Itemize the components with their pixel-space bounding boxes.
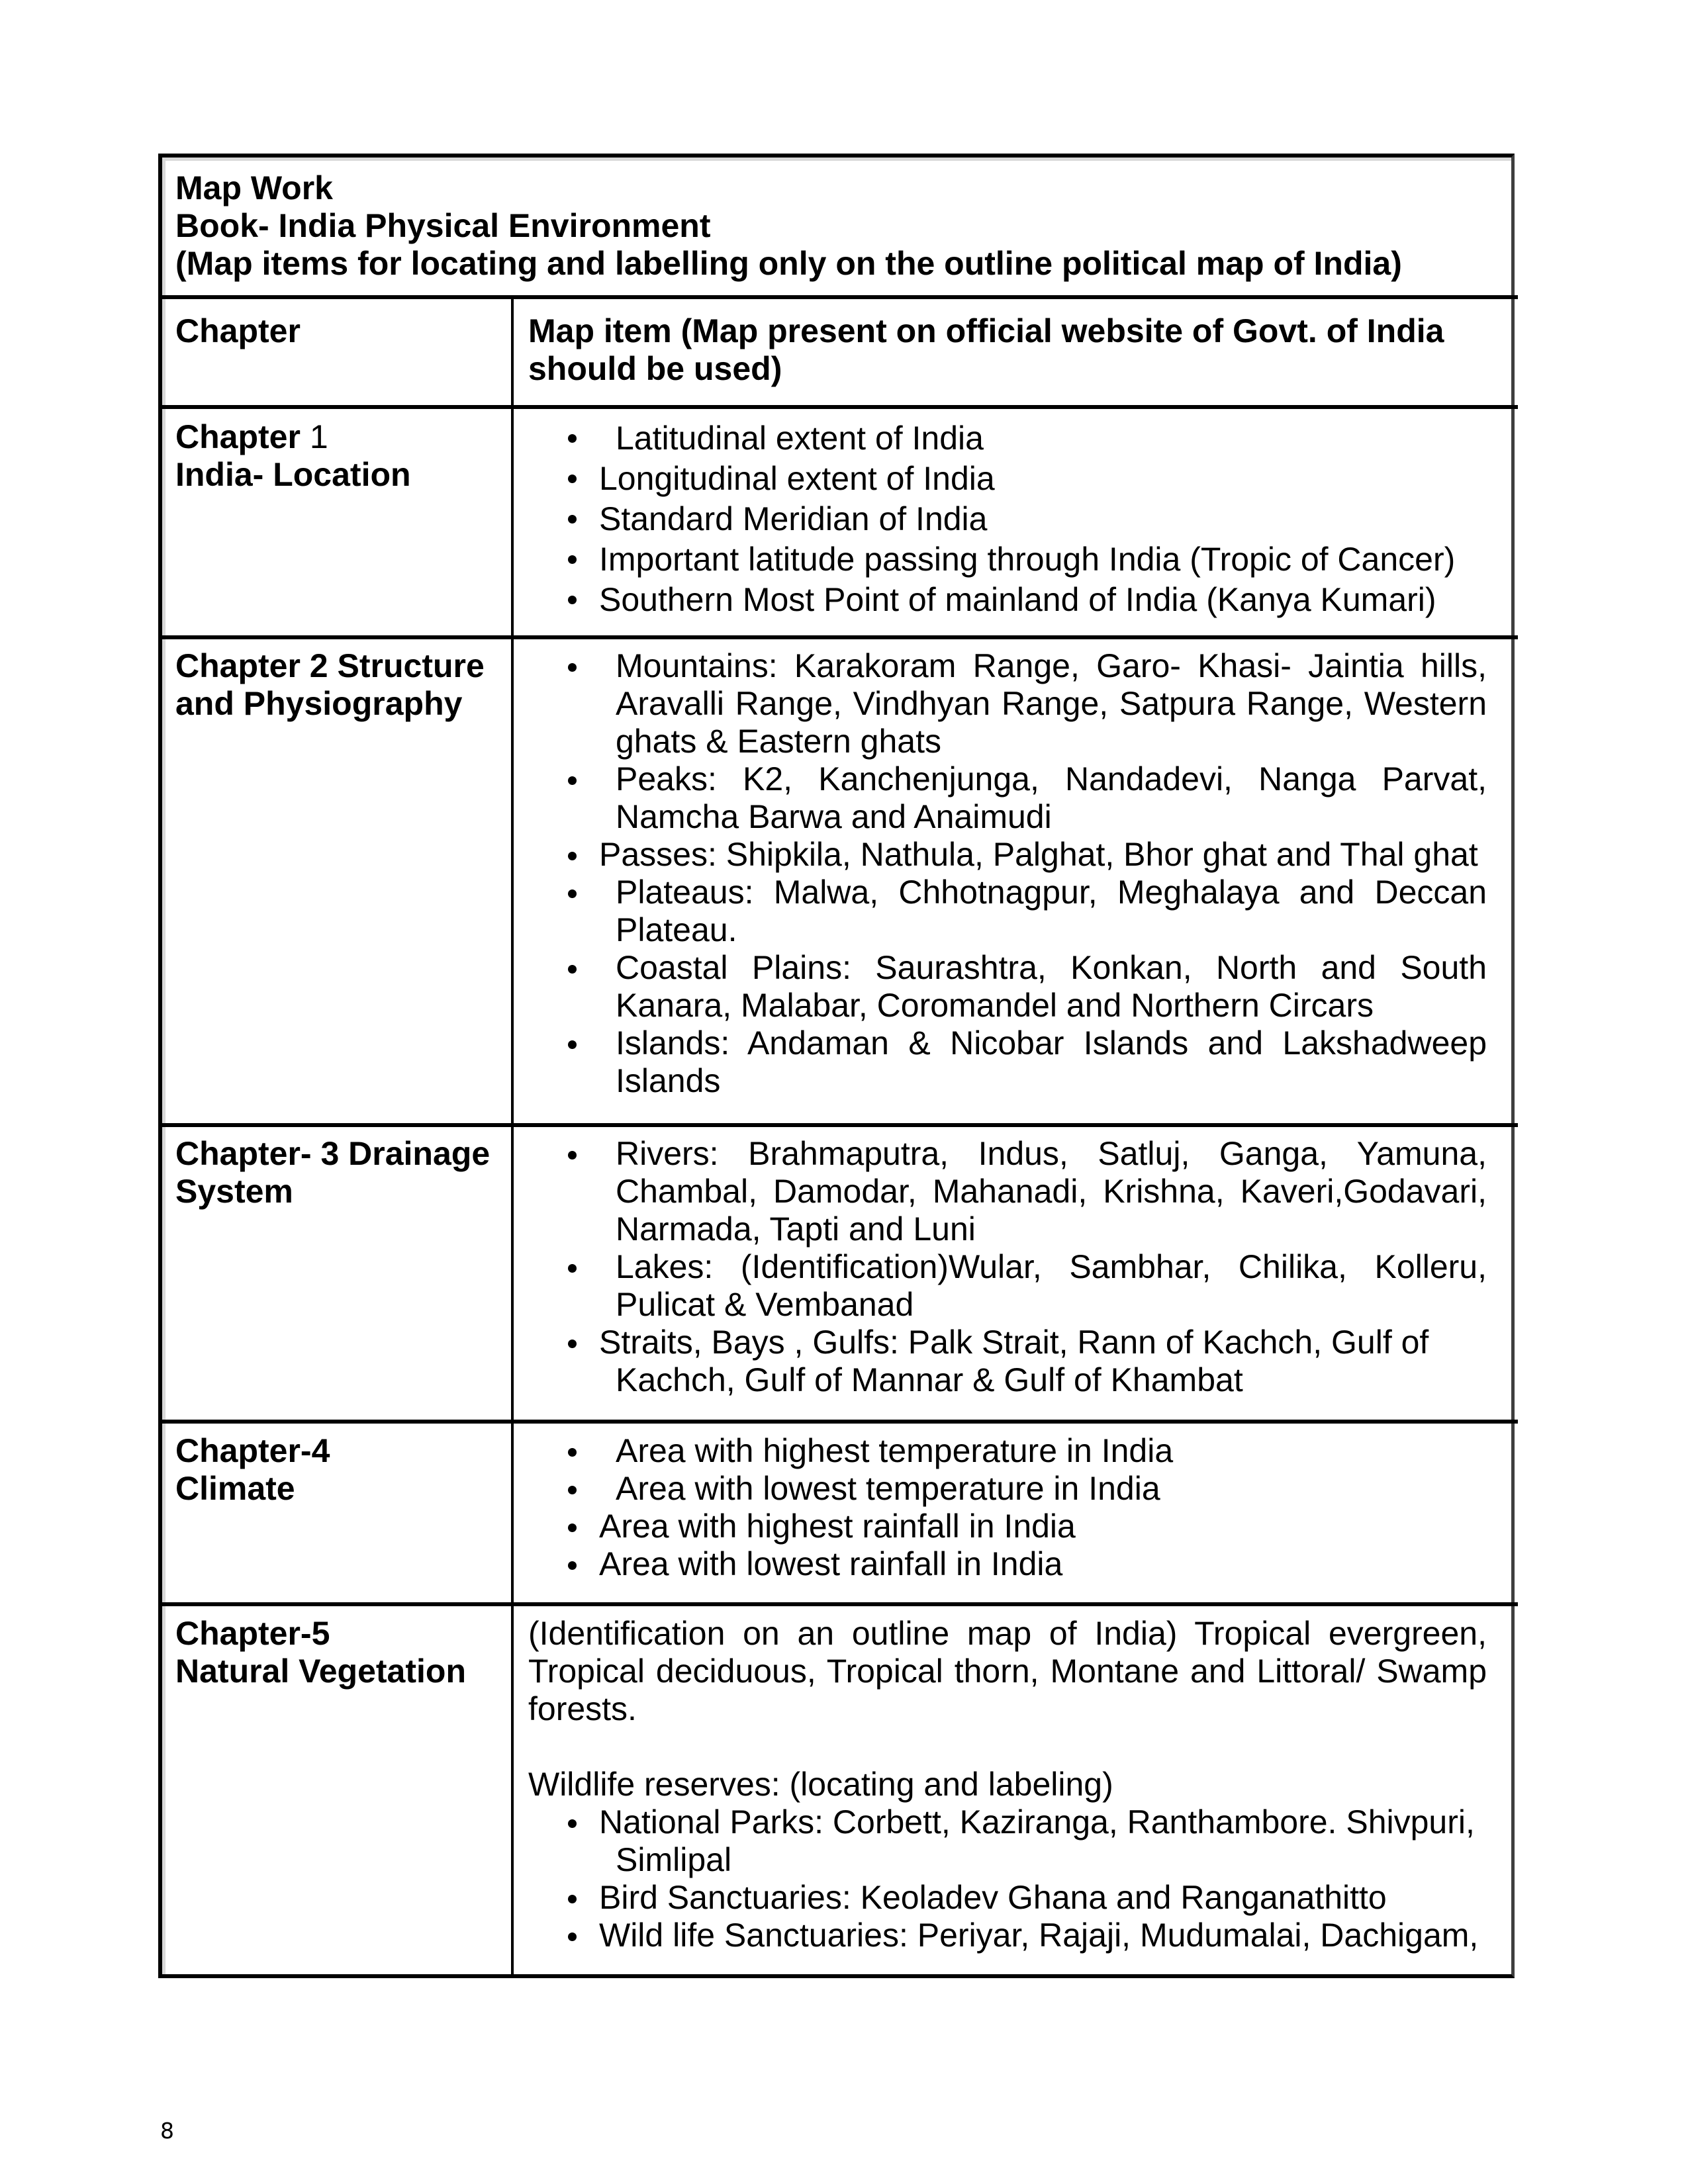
bullet-icon [568, 965, 577, 974]
chapter-5-label [175, 1615, 500, 1690]
divider-header [160, 295, 1518, 299]
bullet-icon [568, 1819, 577, 1828]
bullet-icon [568, 852, 577, 860]
chapter-1-title: India- Location [175, 456, 411, 493]
bullet-icon [568, 596, 577, 604]
title-map-work: Map Work [175, 169, 333, 206]
bullet-icon [568, 434, 577, 443]
list-item: Area with highest temperature in India [516, 1432, 1487, 1470]
bullet-icon [568, 1561, 577, 1570]
list-item: Mountains: Karakoram Range, Garo- Khasi- Jaintia hills, Aravalli Range, Vindhyan Range, Satpura Range, Western ghats & Eastern ghats [516, 647, 1487, 760]
title-instructions: (Map items for locating and labelling only on the outline political map of India) [175, 245, 1402, 282]
chapter-3-items [516, 1135, 1487, 1399]
chapter-1-number: 1 [300, 418, 328, 455]
divider-columns [160, 405, 1518, 409]
list-item: Bird Sanctuaries: Keoladev Ghana and Ranganathitto [516, 1879, 1496, 1917]
list-item: Islands: Andaman & Nicobar Islands and Lakshadweep Islands [516, 1024, 1487, 1100]
page-number: 8 [160, 2118, 174, 2144]
bullet-icon [568, 663, 577, 672]
list-item: Passes: Shipkila, Nathula, Palghat, Bhor ghat and Thal ghat [516, 836, 1487, 874]
column-divider [511, 297, 514, 1976]
list-item: Standard Meridian of India [516, 499, 1496, 539]
list-item: Important latitude passing through India (Tropic of Cancer) [516, 539, 1496, 580]
list-item: Plateaus: Malwa, Chhotnagpur, Meghalaya and Deccan Plateau. [516, 874, 1487, 949]
chapter-4-label [175, 1432, 500, 1508]
bullet-icon [568, 889, 577, 898]
divider-row-2 [160, 1123, 1518, 1127]
chapter-1-items [516, 418, 1496, 620]
divider-row-1 [160, 635, 1518, 639]
chapter-1-prefix: Chapter [175, 418, 301, 455]
list-item: Lakes: (Identification)Wular, Sambhar, Chilika, Kolleru, Pulicat & Vembanad [516, 1248, 1487, 1324]
divider-row-4 [160, 1602, 1518, 1606]
chapter-3-label: Chapter- 3 Drainage System [175, 1135, 491, 1210]
title-book: Book- India Physical Environment [175, 207, 711, 244]
bullet-icon [568, 776, 577, 785]
chapter-2-items [516, 647, 1487, 1100]
table-title [175, 169, 1499, 283]
bullet-icon [568, 1933, 577, 1941]
bullet-icon [568, 1151, 577, 1160]
list-item: Area with lowest rainfall in India [516, 1545, 1487, 1583]
chapter-2-label: Chapter 2 Structure and Physiography [175, 647, 485, 722]
list-item: Rivers: Brahmaputra, Indus, Satluj, Ganga, Yamuna, Chambal, Damodar, Mahanadi, Krishna, Kaveri,Godavari, Narmada, Tapti and Luni [516, 1135, 1487, 1248]
list-item: Peaks: K2, Kanchenjunga, Nandadevi, Nanga Parvat, Namcha Barwa and Anaimudi [516, 760, 1487, 836]
chapter-4-number: Chapter-4 [175, 1432, 330, 1469]
list-item: National Parks: Corbett, Kaziranga, Ranthambore. Shivpuri, Simlipal [516, 1803, 1496, 1879]
list-item: Latitudinal extent of India [516, 418, 1496, 459]
wildlife-heading: Wildlife reserves: (locating and labeling) [528, 1766, 1113, 1803]
chapter-5-title: Natural Vegetation [175, 1653, 466, 1690]
chapter-5-items [516, 1803, 1496, 1954]
bullet-icon [568, 1486, 577, 1494]
list-item: Coastal Plains: Saurashtra, Konkan, North and South Kanara, Malabar, Coromandel and Northern Circars [516, 949, 1487, 1024]
chapter-5-content [528, 1615, 1487, 1803]
bullet-icon [568, 1895, 577, 1903]
bullet-icon [568, 1040, 577, 1049]
bullet-icon [568, 1524, 577, 1532]
list-item: Area with lowest temperature in India [516, 1470, 1487, 1508]
list-item: Southern Most Point of mainland of India (Kanya Kumari) [516, 580, 1496, 620]
bullet-icon [568, 1264, 577, 1273]
chapter-4-items [516, 1432, 1487, 1583]
bullet-icon [568, 555, 577, 564]
bullet-icon [568, 1448, 577, 1457]
chapter-4-title: Climate [175, 1470, 295, 1507]
vegetation-intro: (Identification on an outline map of India) Tropical evergreen, Tropical deciduous, Tropical thorn, Montane and Littoral/ Swamp forests. [528, 1615, 1487, 1727]
bullet-icon [568, 475, 577, 483]
list-item: Wild life Sanctuaries: Periyar, Rajaji, Mudumalai, Dachigam, [516, 1917, 1496, 1954]
column-header-map-item: Map item (Map present on official website of Govt. of India should be used) [528, 312, 1444, 387]
chapter-1-label [175, 418, 500, 494]
list-item: Straits, Bays , Gulfs: Palk Strait, Rann of Kachch, Gulf of Kachch, Gulf of Mannar & Gulf of Khambat [516, 1324, 1487, 1399]
column-header-chapter: Chapter [175, 312, 301, 349]
bullet-icon [568, 515, 577, 523]
chapter-5-number: Chapter-5 [175, 1615, 330, 1652]
divider-row-3 [160, 1420, 1518, 1424]
list-item: Longitudinal extent of India [516, 459, 1496, 499]
list-item: Area with highest rainfall in India [516, 1508, 1487, 1545]
bullet-icon [568, 1340, 577, 1348]
